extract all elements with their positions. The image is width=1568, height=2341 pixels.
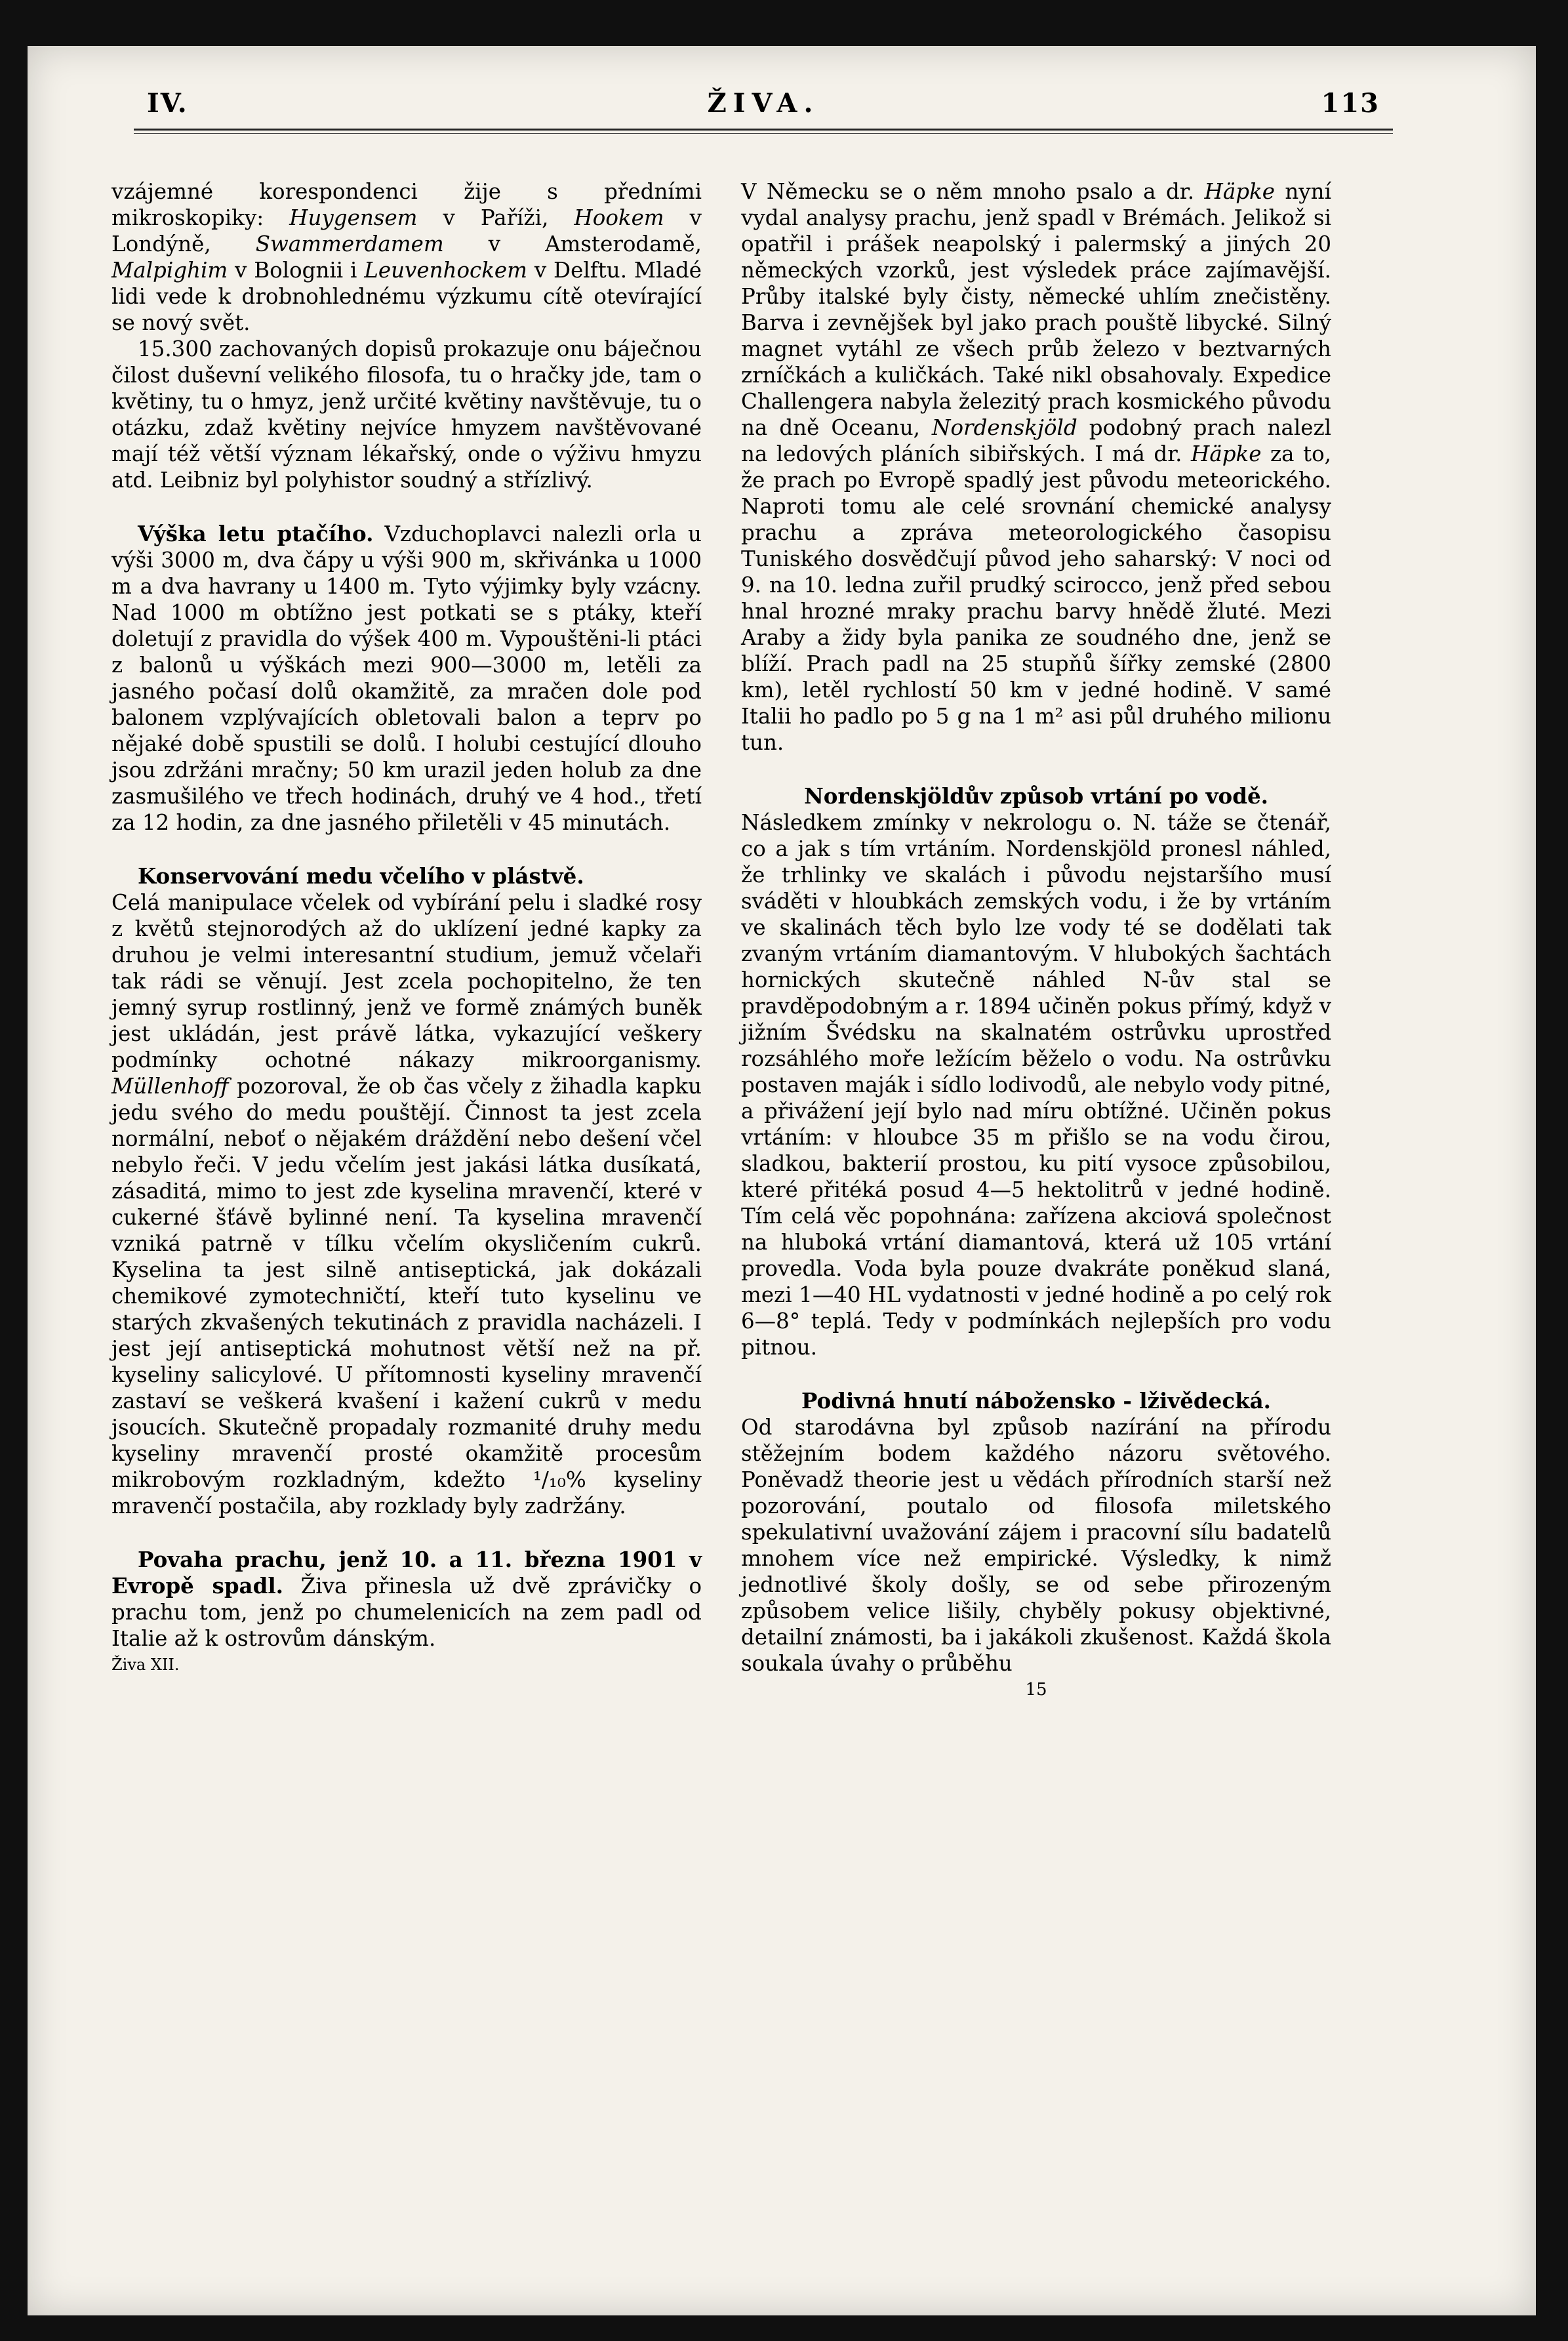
running-header [147, 88, 1380, 134]
signature-number: 15 [1025, 1680, 1047, 1700]
volume-number: IV. [147, 88, 188, 119]
page-number: 113 [1321, 88, 1380, 119]
article-title: Výška letu ptačího. [138, 521, 374, 546]
signature-mark: Živa XII. [111, 1656, 180, 1674]
article-title: Nordenskjöldův způsob vrtání po vodě. [804, 783, 1268, 809]
article-nordenskjold-drilling: Následkem zmínky v nekrologu o. N. táže se čtenář, co a jak s tím vrtáním. Nordenskjöld pronesl náhled, že trhlinky ve skalách i původu nejstaršího musí sváděti v hloubkách zemských vodu, i že by vrtáním ve skalinách těch bylo lze vody té se dodělati tak zvaným vrtáním diamantovým. V hlubokých šachtách hornických skutečně náhled N-ův stal se pravděpodobným a r. 1894 učiněn pokus přímý, když v jižním Švédsku na skalnatém ostrůvku uprostřed rozsáhlého moře ležícím běželo o vodu. Na ostrůvku postaven maják i sídlo lodivodů, ale nebylo vody pitné, a přivážení její bylo nad míru obtížné. Učiněn pokus vrtáním: v hloubce 35 m přišlo se na vodu čirou, sladkou, bakterií prostou, ku pití vysoce způsobilou, které přitéká posud 4—5 hektolitrů v jedné hodině. Tím celá věc popohnána: zařízena akciová společnost na hluboká vrtání diamantová, která už 105 vrtání provedla. Voda byla pouze dvakráte poněkud slaná, mezi 1—40 HL vydatnosti v jedné hodině a po celý rok 6—8° teplá. Tedy v podmínkách nejlepších pro vodu pitnou. [741, 810, 1331, 1360]
article-title: Povaha prachu, jenž 10. a 11. března 1901 v Evropě spadl. [111, 1547, 702, 1598]
article-title: Konservování medu včelího v plástvě. [138, 863, 584, 889]
article-dust-nature: Povaha prachu, jenž 10. a 11. března 1901 v Evropě spadl. Živa přinesla už dvě zprávičky o prachu tom, jenž po chumelenicích na zem padl od Italie až k ostrovům dánským. [111, 1547, 702, 1651]
article-title: Podivná hnutí nábožensko - lživědecká. [801, 1388, 1271, 1414]
article-honey-preservation: Celá manipulace včelek od vybírání pelu i sladké rosy z květů stejnorodých až do uklízení jedné kapky za druhou je velmi interesantní studium, jemuž včelaři tak rádi se věnují. Jest zcela pochopitelno, že ten jemný syrup rostlinný, jenž ve formě známých buněk jest ukládán, jest právě látka, vykazující veškery podmínky ochotné nákazy mikroorganismy. Müllenhoff pozoroval, že ob čas včely z žihadla kapku jedu svého do medu pouštějí. Činnost ta jest zcela normální, neboť o nějakém dráždění nebo dešení včel nebylo řeči. V jedu včelím jest jakási látka dusíkatá, zásaditá, mimo to jest zde kyselina mravenčí, které v cukerné šťávě bylinné není. Ta kyselina mravenčí vzniká patrně v tílku včelím okysličením cukrů. Kyselina ta jest silně antiseptická, jak dokázali chemikové zymotechničtí, kteří tuto kyselinu ve starých zkvašených tekutinách z pravidla nacházeli. I jest její antiseptická mohutnost větší než na př. kyseliny salicylové. U přítomnosti kyseliny mravenčí zastaví se veškerá kvašení i kažení cukrů v medu jsoucích. Skutečně propadaly rozmanité druhy medu kyseliny mravenčí prosté okamžitě procesům mikrobovým rozkladným, kdežto ¹/₁₀% kyseliny mravenčí postačila, aby rozklady byly zadržány. [111, 890, 702, 1518]
right-column [741, 178, 1331, 1703]
header-rule [134, 129, 1393, 134]
journal-title: ŽIVA. [707, 88, 820, 119]
left-column [111, 178, 702, 1678]
article-pseudo-scientific-movements: Od starodávna byl způsob nazírání na přírodu stěžejním bodem každého názoru světového. Poněvadž theorie jest u vědách přírodních starší než pozorování, poutalo od filosofa miletského spekulativní uvažování zájem i pracovní sílu badatelů mnohem více než empirické. Výsledky, k nimž jednotlivé školy došly, se od sebe přirozeným způsobem velice lišily, chyběly pokusy objektivné, detailní známosti, ba i jakákoli zkušenost. Každá škola soukala úvahy o průběhu [741, 1415, 1331, 1676]
article-dust-continued: V Německu se o něm mnoho psalo a dr. Häpke nyní vydal analysy prachu, jenž spadl v Brémách. Jelikož si opatřil i prášek neapolský i palermský a jiných 20 německých vzorků, jest výsledek práce zajímavější. Průby italské byly čisty, německé uhlím znečistěny. Barva i zevnějšek byl jako prach pouště libycké. Silný magnet vytáhl ze všech průb železo v beztvarných zrníčkách a kuličkách. Také nikl obsahovaly. Expedice Challengera nabyla železitý prach kosmického původu na dně Oceanu, Nordenskjöld podobný prach nalezl na ledových pláních sibiřských. I má dr. Häpke za to, že prach po Evropě spadlý jest původu meteorického. Naproti tomu ale celé srovnání chemické analysy prachu a zpráva meteorologického časopisu Tuniského dosvědčují původ jeho saharský: V noci od 9. na 10. ledna zuřil prudký scirocco, jenž před sebou hnal hrozné mraky prachu barvy hnědě žluté. Mezi Araby a židy byla panika ze soudného dne, jenž se blíží. Prach padl na 25 stupňů šířky zemské (2800 km), letěl rychlostí 50 km v jedné hodině. V samé Italii ho padlo po 5 g na 1 m² asi půl druhého milionu tun. [741, 179, 1332, 755]
article-bird-flight-height: Výška letu ptačího. Vzduchoplavci nalezli orla u výši 3000 m, dva čápy u výši 900 m, skřivánka u 1000 m a dva havrany u 1400 m. Tyto výjimky byly vzácny. Nad 1000 m obtížno jest potkati se s ptáky, kteří doletují z pravidla do výšek 400 m. Vypouštěni-li ptáci z balonů u výškách mezi 900—3000 m, letěli za jasného počasí dolů okamžitě, za mračen dole pod balonem vzplývajících obletovali balon a teprv po nějaké době spustili se dolů. I holubi cestující dlouho jsou zdržáni mračny; 50 km urazil jeden holub za dne zasmušilého ve třech hodinách, druhý ve 4 hod., třetí za 12 hodin, za dne jasného přiletěli v 45 minutách. [111, 521, 702, 835]
paragraph-leibniz-correspondence: vzájemné korespondenci žije s předními mikroskopiky: Huygensem v Paříži, Hookem v Londýně, Swammerdamem v Amsterodamě, Malpighim v Bolognii i Leuvenhockem v Delftu. Mladé lidi vede k drobnohlednému výzkumu cítě otevírající se nový svět. [111, 179, 702, 335]
paragraph-letters: 15.300 zachovaných dopisů prokazuje onu báječnou čilost duševní velikého filosofa, tu o hračky jde, tam o květiny, tu o hmyz, jenž určité květiny navštěvuje, tu o otázku, zdaž květiny nejvíce hmyzem navštěvované mají též větší význam lékařský, onde o výživu hmyzu atd. Leibniz byl polyhistor soudný a střízlivý. [111, 336, 702, 493]
